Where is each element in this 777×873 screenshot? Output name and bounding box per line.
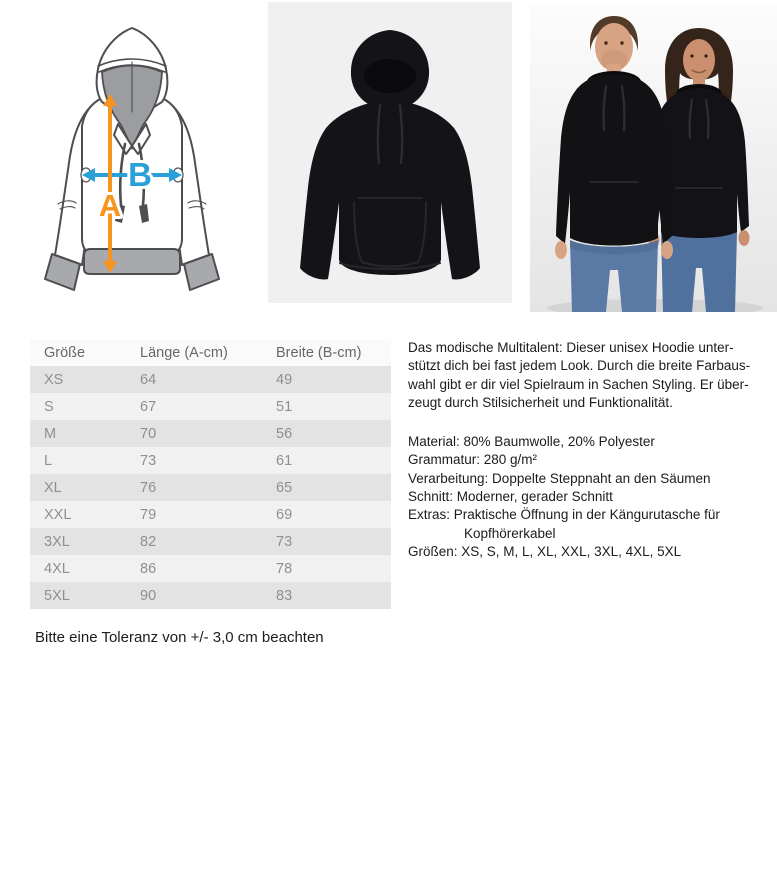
spec-grammatur: Grammatur: 280 g/m² bbox=[408, 452, 538, 468]
description-line: wahl gibt er dir viel Spielraum in Sachen Styling. Er über- bbox=[408, 376, 749, 392]
width-cell: 51 bbox=[262, 393, 391, 420]
size-table-header-row bbox=[30, 340, 391, 366]
tolerance-note: Bitte eine Toleranz von +/- 3,0 cm beachten bbox=[35, 629, 324, 646]
black-hoodie-photo bbox=[268, 2, 512, 303]
description-specs bbox=[408, 433, 774, 561]
length-cell: 64 bbox=[126, 366, 262, 393]
size-cell: XL bbox=[30, 474, 126, 501]
size-cell: 4XL bbox=[30, 555, 126, 582]
table-row bbox=[30, 582, 391, 609]
length-cell: 70 bbox=[126, 420, 262, 447]
table-row bbox=[30, 501, 391, 528]
table-row bbox=[30, 528, 391, 555]
description-line: zeugt durch Stilsicherheit und Funktionalität. bbox=[408, 394, 673, 410]
hoodie-line-drawing bbox=[30, 8, 250, 300]
product-photo-black-hoodie bbox=[268, 2, 512, 303]
man-eye-left bbox=[604, 41, 607, 44]
man-hand-left bbox=[555, 241, 567, 259]
length-arrow-label: A bbox=[98, 188, 122, 223]
photo-hood-opening bbox=[364, 59, 416, 93]
column-header-length: Länge (A-cm) bbox=[126, 340, 262, 366]
table-row bbox=[30, 555, 391, 582]
width-cell: 65 bbox=[262, 474, 391, 501]
length-cell: 82 bbox=[126, 528, 262, 555]
width-cell: 73 bbox=[262, 528, 391, 555]
man-hand-right bbox=[661, 241, 673, 259]
woman-eye-right bbox=[704, 54, 707, 57]
width-arrow-label: B bbox=[128, 156, 152, 193]
size-table bbox=[30, 340, 391, 609]
column-header-size: Größe bbox=[30, 340, 126, 366]
man-eye-right bbox=[620, 41, 623, 44]
table-row bbox=[30, 393, 391, 420]
spec-sizes: Größen: XS, S, M, L, XL, XXL, 3XL, 4XL, 5XL bbox=[408, 543, 682, 559]
width-cell: 56 bbox=[262, 420, 391, 447]
width-cell: 49 bbox=[262, 366, 391, 393]
width-cell: 61 bbox=[262, 447, 391, 474]
spec-extras-continued: Kopfhörerkabel bbox=[464, 525, 556, 541]
length-cell: 86 bbox=[126, 555, 262, 582]
size-cell: XXL bbox=[30, 501, 126, 528]
size-cell: M bbox=[30, 420, 126, 447]
size-cell: L bbox=[30, 447, 126, 474]
product-description bbox=[408, 339, 774, 561]
spec-extras: Extras: Praktische Öffnung in der Kängurutasche für bbox=[408, 507, 720, 523]
description-intro bbox=[408, 339, 774, 412]
column-header-width: Breite (B-cm) bbox=[262, 340, 391, 366]
man-hoodie bbox=[556, 74, 672, 246]
width-cell: 78 bbox=[262, 555, 391, 582]
woman-hand-right bbox=[739, 230, 750, 246]
table-row bbox=[30, 366, 391, 393]
length-cell: 76 bbox=[126, 474, 262, 501]
models-photo-couple bbox=[530, 4, 777, 312]
woman-face bbox=[683, 39, 715, 81]
table-row bbox=[30, 474, 391, 501]
woman-eye-left bbox=[690, 54, 693, 57]
size-cell: 5XL bbox=[30, 582, 126, 609]
length-cell: 67 bbox=[126, 393, 262, 420]
width-cell: 83 bbox=[262, 582, 391, 609]
spec-material: Material: 80% Baumwolle, 20% Polyester bbox=[408, 434, 655, 450]
hem-band bbox=[84, 249, 180, 274]
spec-verarbeitung: Verarbeitung: Doppelte Steppnaht an den Säumen bbox=[408, 470, 711, 486]
size-cell: S bbox=[30, 393, 126, 420]
size-diagram-image bbox=[30, 8, 250, 300]
description-line: Das modische Multitalent: Dieser unisex Hoodie unter- bbox=[408, 340, 734, 355]
length-cell: 90 bbox=[126, 582, 262, 609]
couple-photo bbox=[530, 4, 777, 312]
photo-body bbox=[300, 102, 480, 279]
width-cell: 69 bbox=[262, 501, 391, 528]
size-cell: 3XL bbox=[30, 528, 126, 555]
size-cell: XS bbox=[30, 366, 126, 393]
length-cell: 73 bbox=[126, 447, 262, 474]
table-row bbox=[30, 447, 391, 474]
spec-schnitt: Schnitt: Moderner, gerader Schnitt bbox=[408, 489, 613, 505]
table-row bbox=[30, 420, 391, 447]
description-line: stützt dich bei fast jedem Look. Durch die breite Farbaus- bbox=[408, 358, 751, 374]
length-cell: 79 bbox=[126, 501, 262, 528]
